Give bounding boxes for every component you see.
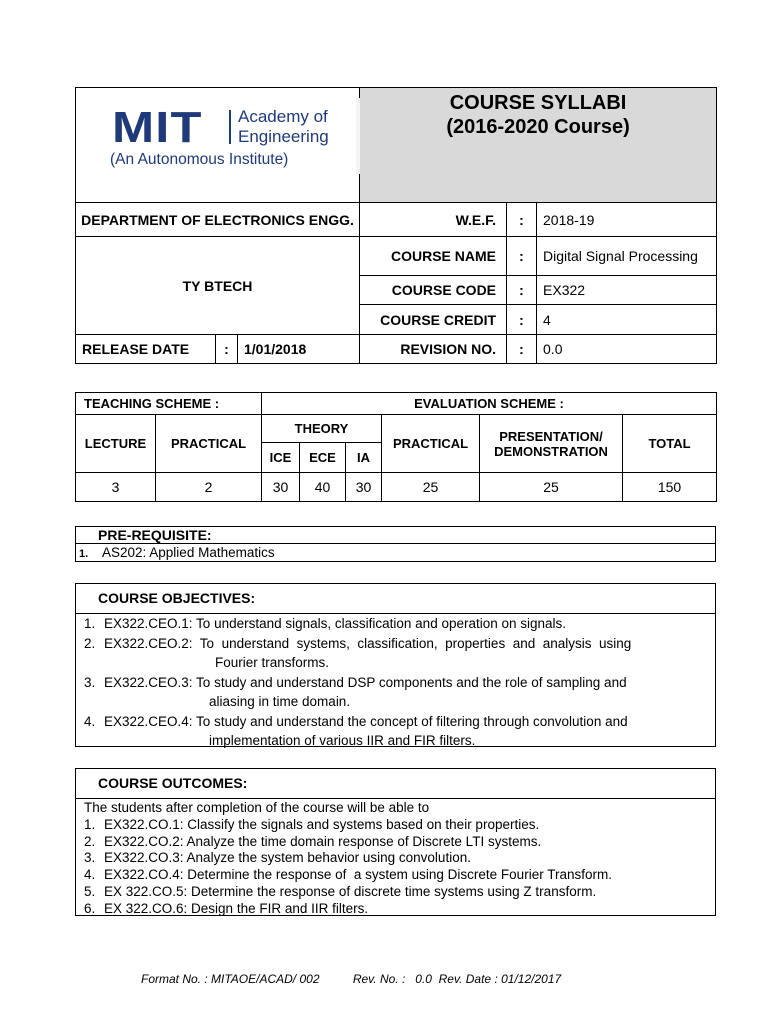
release-date-colon: :	[216, 335, 238, 364]
theory-header: THEORY	[262, 415, 382, 443]
course-code-colon: :	[507, 276, 537, 305]
course-code-label: COURSE CODE	[360, 276, 507, 305]
list-item-continuation: Fourier transforms.	[215, 655, 330, 670]
ece-value: 40	[300, 473, 346, 502]
course-credit-label: COURSE CREDIT	[360, 305, 507, 335]
outcomes-section	[75, 768, 716, 916]
page-footer: Format No. : MITAOE/ACAD/ 002 Rev. No. : 0.0 Rev. Date : 01/12/2017	[141, 972, 562, 986]
list-item	[84, 884, 707, 901]
list-item	[84, 834, 707, 851]
ece-header: ECE	[300, 443, 346, 473]
wef-value: 2018-19	[537, 203, 717, 237]
program-cell	[76, 237, 360, 335]
wef-colon: :	[507, 203, 537, 237]
eval-practical-value: 25	[382, 473, 480, 502]
release-date-label: RELEASE DATE	[76, 335, 216, 364]
objectives-list	[76, 614, 715, 751]
evaluation-scheme-label: EVALUATION SCHEME :	[262, 393, 717, 415]
program-name: TY BTECH	[182, 277, 253, 294]
prerequisite-section	[75, 526, 716, 562]
prerequisite-list	[76, 544, 715, 563]
list-item-continuation: aliasing in time domain.	[209, 694, 351, 709]
list-item	[84, 867, 707, 884]
logo-autonomous-text: (An Autonomous Institute)	[110, 151, 289, 168]
list-item-number: 1.	[84, 616, 96, 631]
eval-practical-header: PRACTICAL	[382, 415, 480, 473]
revision-colon: :	[507, 335, 537, 364]
demonstration-label: DEMONSTRATION	[494, 443, 608, 459]
ia-value: 30	[346, 473, 382, 502]
list-item-text: EX322.CEO.1: To understand signals, classification and operation on signals.	[104, 616, 567, 631]
presentation-value: 25	[480, 473, 623, 502]
outcomes-list	[76, 799, 715, 918]
ice-value: 30	[262, 473, 300, 502]
list-item	[84, 901, 707, 918]
institute-logo	[76, 88, 359, 202]
presentation-header	[480, 415, 623, 473]
list-item-text: AS202: Applied Mathematics	[102, 545, 275, 560]
release-date-value: 1/01/2018	[238, 335, 360, 364]
list-item-number: 3.	[84, 850, 96, 866]
course-name-value: Digital Signal Processing	[537, 237, 717, 276]
list-item	[84, 634, 707, 673]
course-name-label: COURSE NAME	[360, 237, 507, 276]
list-item-text: EX 322.CO.6: Design the FIR and IIR filters.	[104, 900, 369, 916]
wef-label: W.E.F.	[360, 203, 507, 237]
presentation-label: PRESENTATION/	[499, 428, 603, 444]
list-item-text: EX322.CO.3: Analyze the system behavior using convolution.	[104, 850, 471, 866]
list-item-continuation: implementation of various IIR and FIR filters.	[209, 733, 476, 748]
list-item-text: EX322.CEO.3: To study and understand DSP components and the role of sampling and	[104, 674, 627, 690]
logo-mit-text: MIT	[112, 103, 203, 152]
revision-value: 0.0	[537, 335, 717, 364]
list-item-number: 1.	[84, 816, 96, 832]
title-cell	[360, 88, 717, 203]
page-title: COURSE SYLLABI	[449, 92, 627, 114]
list-item	[84, 673, 707, 712]
list-item	[76, 544, 715, 563]
list-item-number: 1.	[79, 548, 89, 560]
logo-divider	[229, 110, 231, 144]
practical-value: 2	[156, 473, 262, 502]
list-item-number: 4.	[84, 867, 96, 883]
objectives-section	[75, 583, 716, 747]
teaching-scheme-label: TEACHING SCHEME :	[76, 393, 262, 415]
lecture-header: LECTURE	[76, 415, 156, 473]
list-item-number: 5.	[84, 883, 96, 899]
prerequisite-heading: PRE-REQUISITE:	[76, 527, 715, 544]
list-item	[84, 817, 707, 834]
list-item	[84, 850, 707, 867]
list-item	[84, 614, 707, 634]
course-code-value: EX322	[537, 276, 717, 305]
lecture-value: 3	[76, 473, 156, 502]
total-value: 150	[623, 473, 717, 502]
logo-edge	[356, 98, 360, 174]
logo-cell	[76, 88, 360, 203]
list-item-text: EX322.CEO.2: To understand systems, classification, properties and analysis using	[104, 635, 632, 651]
practical-header: PRACTICAL	[156, 415, 262, 473]
list-item-text: EX322.CEO.4: To study and understand the concept of filtering through convolution and	[104, 713, 628, 729]
ice-header: ICE	[262, 443, 300, 473]
scheme-table	[75, 392, 717, 502]
outcomes-intro: The students after completion of the course will be able to	[84, 800, 430, 815]
ia-header: IA	[346, 443, 382, 473]
list-item-number: 2.	[84, 635, 96, 651]
course-name-colon: :	[507, 237, 537, 276]
list-item-number: 6.	[84, 900, 96, 916]
department-name: DEPARTMENT OF ELECTRONICS ENGG.	[81, 211, 354, 228]
header-table	[75, 87, 717, 364]
list-item-text: EX322.CO.2: Analyze the time domain response of Discrete LTI systems.	[104, 833, 542, 849]
outcomes-heading: COURSE OUTCOMES:	[76, 769, 715, 799]
list-item	[84, 712, 707, 751]
list-item-text: EX322.CO.4: Determine the response of a system using Discrete Fourier Transform.	[104, 867, 612, 883]
list-item-number: 2.	[84, 833, 96, 849]
course-credit-value: 4	[537, 305, 717, 335]
page-subtitle: (2016-2020 Course)	[446, 116, 630, 138]
course-credit-colon: :	[507, 305, 537, 335]
list-item-number: 3.	[84, 674, 96, 690]
department-cell	[76, 203, 360, 237]
list-item-text: EX322.CO.1: Classify the signals and systems based on their properties.	[104, 816, 540, 832]
total-header: TOTAL	[623, 415, 717, 473]
objectives-heading: COURSE OBJECTIVES:	[76, 584, 715, 614]
logo-academy-text: Academy of	[238, 107, 328, 126]
list-item-text: EX 322.CO.5: Determine the response of discrete time systems using Z transform.	[104, 883, 597, 899]
revision-label: REVISION NO.	[360, 335, 507, 364]
list-item-number: 4.	[84, 713, 96, 729]
logo-engineering-text: Engineering	[238, 127, 329, 146]
